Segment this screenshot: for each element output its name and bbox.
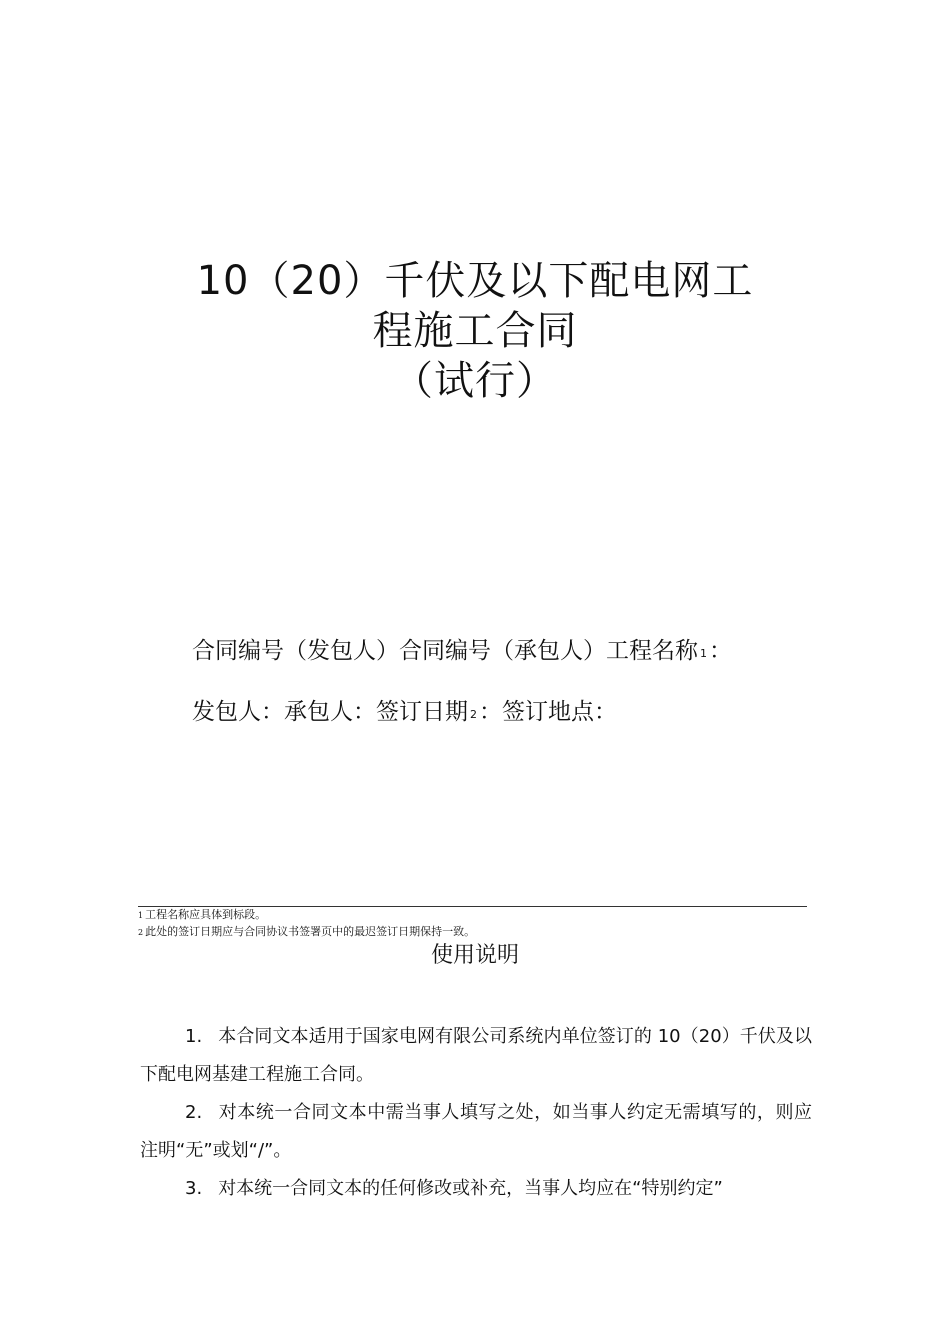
document-title: [0, 256, 950, 406]
item-number: 1.: [185, 1026, 203, 1047]
footnote-mark-1: 1: [700, 647, 707, 660]
footnote-number: 1: [138, 911, 144, 920]
item-text: 对本统一合同文本中需当事人填写之处，如当事人约定无需填写的，则应注明“无”或划“/”。: [140, 1102, 812, 1161]
parties-and-date-label: 发包人：承包人：签订日期: [192, 699, 468, 725]
contract-fields-line-1: [192, 622, 842, 683]
item-number: 2.: [185, 1102, 203, 1123]
footnote-number: 2: [138, 928, 144, 937]
list-item: [140, 1018, 812, 1094]
instructions-list: [140, 1018, 812, 1208]
footnotes: [138, 907, 818, 941]
title-line-1: 10（20）千伏及以下配电网工: [196, 258, 754, 304]
list-item: [140, 1094, 812, 1170]
item-text: 本合同文本适用于国家电网有限公司系统内单位签订的 10（20）千伏及以下配电网基建工程施工合同。: [140, 1026, 812, 1085]
item-text: 对本统一合同文本的任何修改或补充，当事人均应在“特别约定”: [218, 1178, 723, 1199]
contract-fields-line-2: [192, 683, 842, 744]
list-item: [140, 1170, 812, 1208]
contract-fields: [192, 622, 842, 744]
instructions-title: 使用说明: [430, 943, 519, 968]
contract-number-and-project-label: 合同编号（发包人）合同编号（承包人）工程名称: [192, 638, 698, 664]
footnote-text: 此处的签订日期应与合同协议书签署页中的最迟签订日期保持一致。: [145, 925, 476, 938]
footnote-text: 工程名称应具体到标段。: [145, 908, 267, 921]
footnote-2: [138, 924, 818, 941]
field-colon: ：: [709, 638, 732, 664]
title-line-3: （试行）: [393, 358, 557, 404]
footnote-1: [138, 907, 818, 924]
title-line-2: 程施工合同: [372, 308, 578, 354]
signing-place-label: ：签订地点：: [479, 699, 617, 725]
footnote-mark-2: 2: [470, 708, 477, 721]
item-number: 3.: [185, 1178, 203, 1199]
